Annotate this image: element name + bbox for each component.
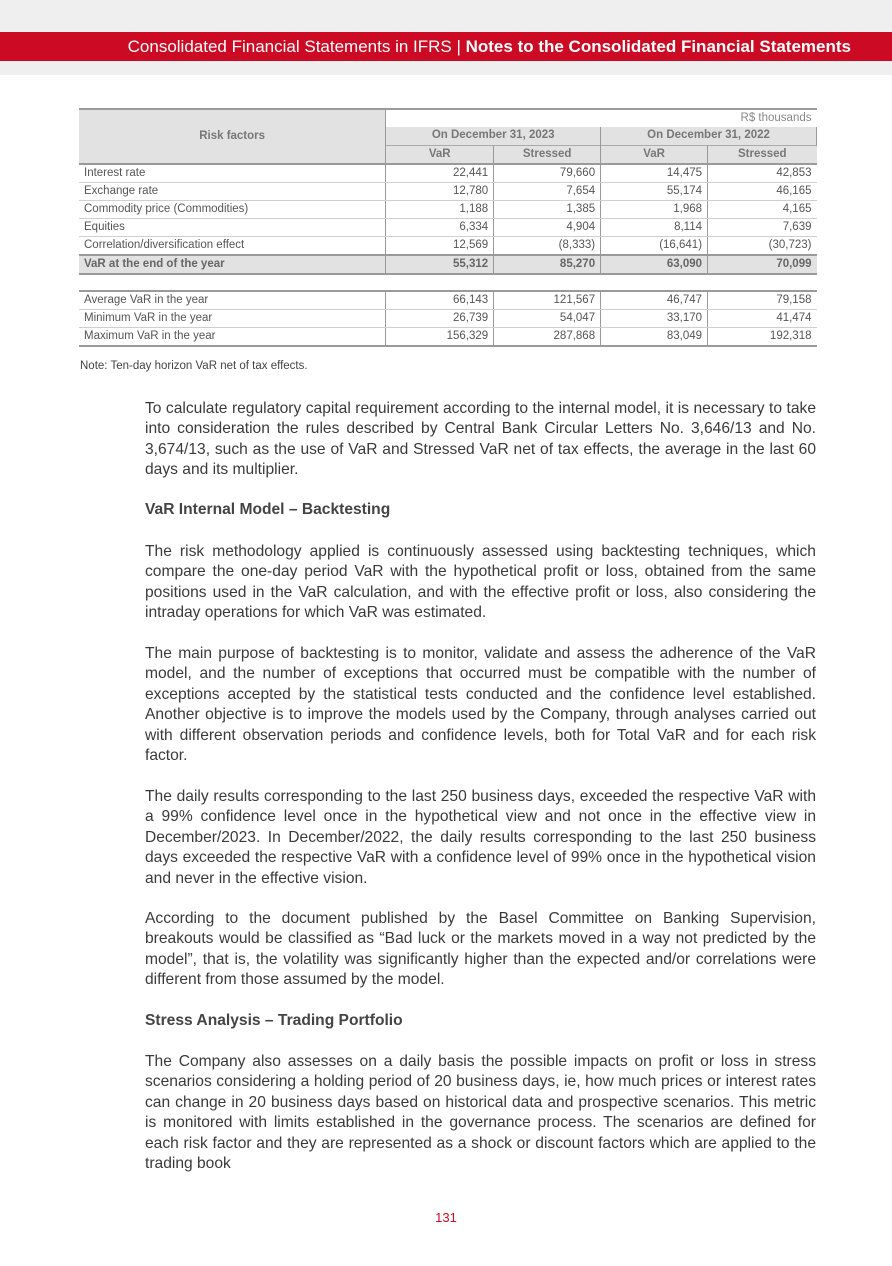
table-cell: 121,567 [494,291,601,310]
row-label: Commodity price (Commodities) [79,200,386,218]
table-cell: 41,474 [708,309,817,327]
table-cell: 42,853 [708,164,817,183]
table-cell: 287,868 [494,327,601,346]
units-label: R$ thousands [386,109,817,127]
table-cell: 85,270 [494,255,601,274]
header-title-plain: Consolidated Financial Statements in IFRS | [127,37,466,56]
document-header [0,32,892,61]
table-row [79,200,817,218]
row-label: Exchange rate [79,182,386,200]
page-number: 131 [435,1210,457,1225]
table-cell: 6,334 [386,218,494,236]
section-heading-backtesting: VaR Internal Model – Backtesting [145,501,391,518]
row-label: Correlation/diversification effect [79,236,386,255]
period-header-2023: On December 31, 2023 [386,127,601,145]
table-cell: 79,158 [708,291,817,310]
table-cell: 70,099 [708,255,817,274]
table-cell: (30,723) [708,236,817,255]
table-cell: 12,780 [386,182,494,200]
table-cell: (16,641) [601,236,708,255]
row-label: Maximum VaR in the year [79,327,386,346]
row-label: Equities [79,218,386,236]
subcolumn-header: Stressed [708,145,817,164]
table-row [79,218,817,236]
subcolumn-header: Stressed [494,145,601,164]
row-label: Interest rate [79,164,386,183]
table-cell: 1,968 [601,200,708,218]
table-cell: 4,904 [494,218,601,236]
table-row [79,309,817,327]
table-row [79,164,817,183]
table-spacer [79,274,817,291]
table-cell: 46,165 [708,182,817,200]
table-row [79,236,817,255]
table-cell: 63,090 [601,255,708,274]
subcolumn-header: VaR [601,145,708,164]
table-cell: 55,174 [601,182,708,200]
total-label: VaR at the end of the year [79,255,386,274]
header-title-bold: Notes to the Consolidated Financial Statements [465,37,851,56]
var-table [79,108,817,347]
table-cell: 192,318 [708,327,817,346]
subcolumn-header: VaR [386,145,494,164]
risk-factors-header: Risk factors [79,109,386,164]
table-cell: 46,747 [601,291,708,310]
table-note: Note: Ten-day horizon VaR net of tax effects. [80,360,308,372]
table-cell: 22,441 [386,164,494,183]
period-header-2022: On December 31, 2022 [601,127,817,145]
table-cell: 156,329 [386,327,494,346]
table-cell: 55,312 [386,255,494,274]
table-row [79,291,817,310]
paragraph-regulatory-capital: To calculate regulatory capital requirement according to the internal model, it is necessary to take into consideration the rules described by Central Bank Circular Letters No. 3,646/13 and No. 3,674/13, such as the use of VaR and Stressed VaR net of tax effects, the average in the last 60 days and its multiplier. [145,400,816,479]
table-cell: 54,047 [494,309,601,327]
paragraph-stress-scenarios: The Company also assesses on a daily basis the possible impacts on profit or loss in stress scenarios considering a holding period of 20 business days, ie, how much prices or interest rates can change in 20 business days based on historical data and prospective scenarios. This metric is monitored with limits established in the governance process. The scenarios are defined for each risk factor and they are represented as a shock or discount factors which are applied to the trading book [145,1053,816,1173]
table-cell: 1,188 [386,200,494,218]
total-row [79,255,817,274]
paragraph-backtesting-purpose: The main purpose of backtesting is to monitor, validate and assess the adherence of the VaR model, and the number of exceptions that occurred must be compatible with the number of exceptions accepted by the statistical tests conducted and the confidence level established. Another objective is to improve the models used by the Company, through analyses carried out with different observation periods and confidence levels, both for Total VaR and for each risk factor. [145,645,816,765]
table-cell: 14,475 [601,164,708,183]
table-cell: 7,654 [494,182,601,200]
table-cell: 83,049 [601,327,708,346]
paragraph-daily-results: The daily results corresponding to the last 250 business days, exceeded the respective VaR with a 99% confidence level once in the hypothetical view and not once in the effective view in December/2023. In December/2022, the daily results corresponding to the last 250 business days exceeded the respective VaR with a confidence level of 99% once in the hypothetical vision and never in the effective vision. [145,788,816,887]
table-cell: 79,660 [494,164,601,183]
table-row [79,182,817,200]
row-label: Minimum VaR in the year [79,309,386,327]
table-cell: 1,385 [494,200,601,218]
table-cell: 8,114 [601,218,708,236]
section-heading-stress-analysis: Stress Analysis – Trading Portfolio [145,1012,403,1029]
table-cell: 26,739 [386,309,494,327]
table-cell: 66,143 [386,291,494,310]
paragraph-backtesting-method: The risk methodology applied is continuously assessed using backtesting techniques, which compare the one-day period VaR with the hypothetical profit or loss, obtained from the same positions used in the VaR calculation, and with the effective profit or loss, also considering the intraday operations for which VaR was estimated. [145,543,816,622]
paragraph-basel-committee: According to the document published by the Basel Committee on Banking Supervision, breakouts would be classified as “Bad luck or the markets moved in a way not predicted by the model”, that is, the volatility was significantly higher than the expected and/or correlations were different from those assumed by the model. [145,910,816,989]
table-cell: 12,569 [386,236,494,255]
table-cell: 4,165 [708,200,817,218]
table-cell: (8,333) [494,236,601,255]
table-row [79,327,817,346]
table-cell: 7,639 [708,218,817,236]
row-label: Average VaR in the year [79,291,386,310]
table-cell: 33,170 [601,309,708,327]
